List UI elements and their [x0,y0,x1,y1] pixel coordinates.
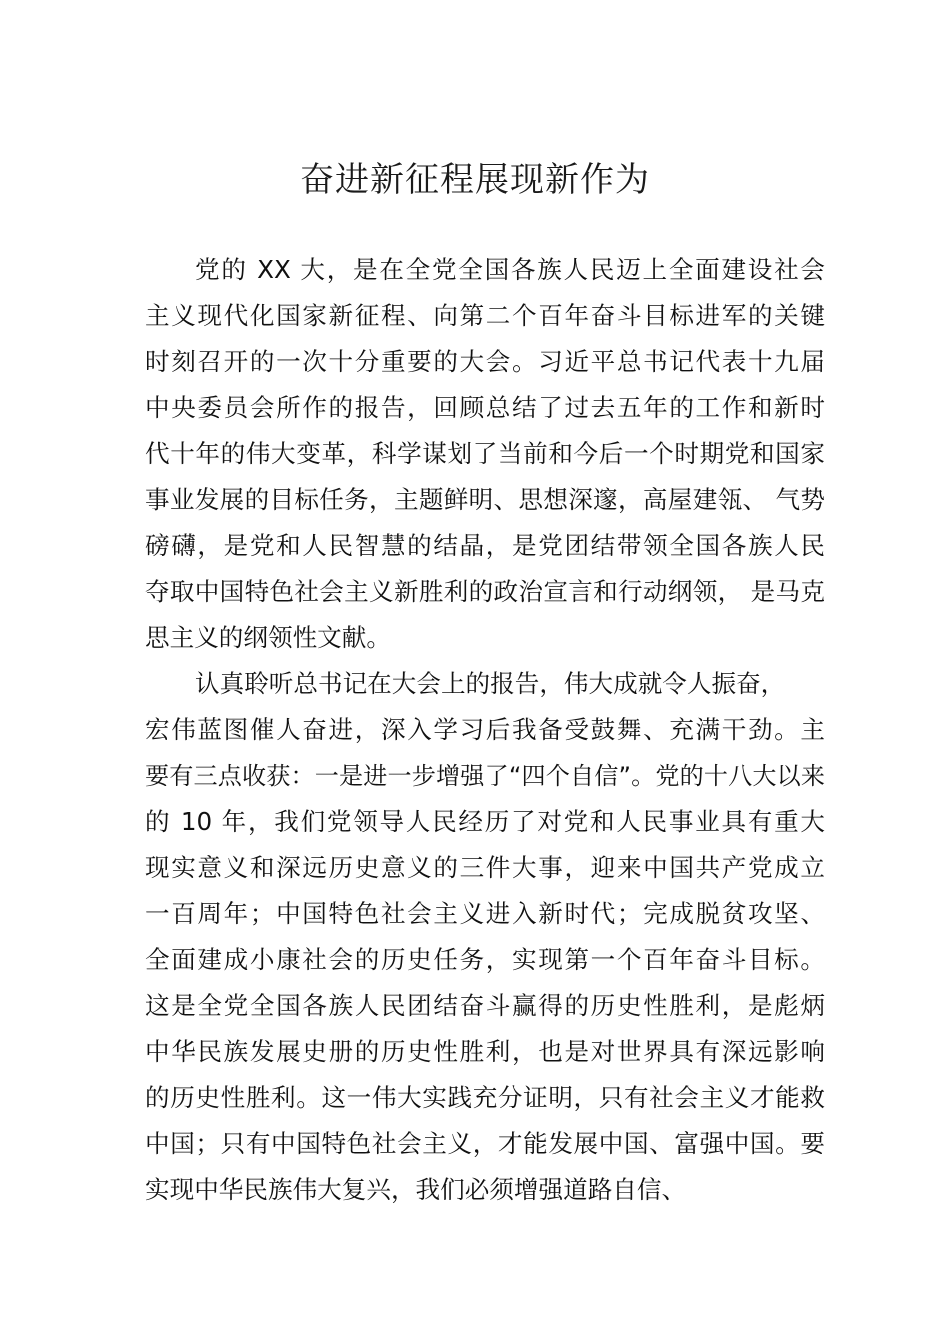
text-line: 现实意义和深远历史意义的三件大事，迎来中国共产党成立 [145,853,825,882]
text-line: 全面建成小康社会的历史任务，实现第一个百年奋斗目标。 [145,945,825,974]
text-line: 主义现代化国家新征程、向第二个百年奋斗目标进军的关键 [145,301,825,330]
document-body [145,247,825,1213]
text-line: 代十年的伟大变革，科学谋划了当前和今后一个时期党和国家 [145,439,825,468]
text-line: 要有三点收获：一是进一步增强了“四个自信”。党的十八大以来 [145,762,825,790]
text-line: 的历史性胜利。这一伟大实践充分证明，只有社会主义才能救 [145,1083,825,1112]
paragraph-2 [145,661,825,1213]
text-line: 这是全党全国各族人民团结奋斗赢得的历史性胜利，是彪炳 [145,991,825,1020]
text-line: 宏伟蓝图催人奋进，深入学习后我备受鼓舞、充满干劲。主 [145,715,825,744]
document-title: 奋进新征程展现新作为 [300,160,650,200]
text-line: 事业发展的目标任务，主题鲜明、思想深邃，高屋建瓴、 气势 [145,485,825,514]
text-line: 夺取中国特色社会主义新胜利的政治宣言和行动纲领， 是马克 [145,577,825,606]
text-line: 思主义的纲领性文献。 [145,623,391,652]
text-line: 中华民族发展史册的历史性胜利，也是对世界具有深远影响 [145,1037,825,1066]
text-line: 党的 XX 大，是在全党全国各族人民迈上全面建设社会 [195,255,825,284]
text-line: 一百周年；中国特色社会主义进入新时代；完成脱贫攻坚、 [145,899,825,928]
text-line: 的 10 年，我们党领导人民经历了对党和人民事业具有重大 [145,807,825,836]
paragraph-1 [145,247,825,661]
text-line: 中国；只有中国特色社会主义，才能发展中国、富强中国。要 [145,1129,825,1158]
text-line: 中央委员会所作的报告，回顾总结了过去五年的工作和新时 [145,393,825,422]
text-line: 实现中华民族伟大复兴，我们必须增强道路自信、 [145,1175,687,1204]
text-line: 时刻召开的一次十分重要的大会。习近平总书记代表十九届 [145,347,825,376]
text-line: 磅礴，是党和人民智慧的结晶，是党团结带领全国各族人民 [145,531,825,560]
text-line: 认真聆听总书记在大会上的报告，伟大成就令人振奋， [195,669,786,698]
